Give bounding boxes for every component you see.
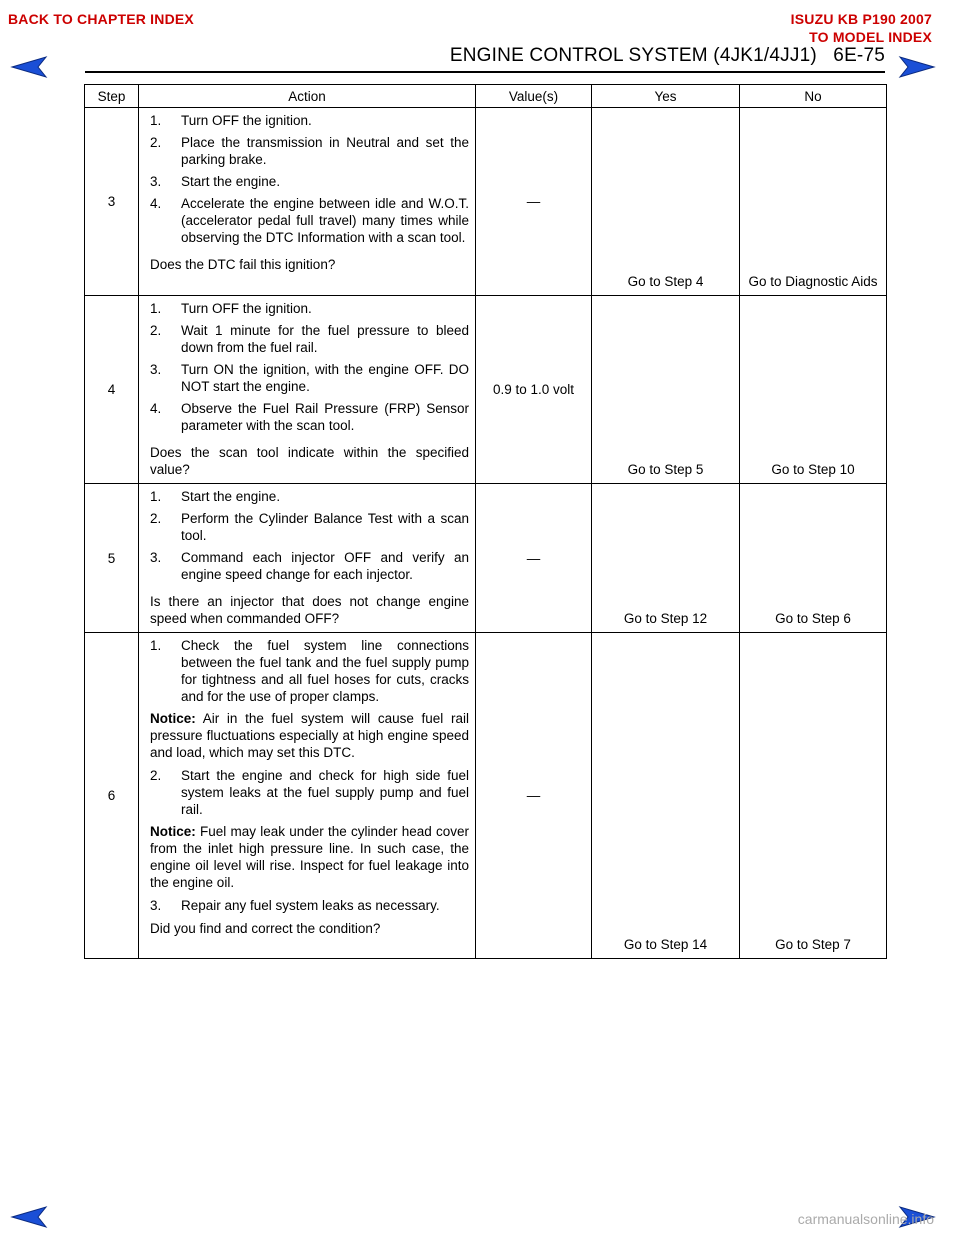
column-header-values: Value(s)	[476, 85, 592, 108]
no-cell: Go to Step 10	[740, 296, 887, 484]
action-question: Does the scan tool indicate within the specified value?	[150, 445, 469, 477]
model-title: ISUZU KB P190 2007	[790, 11, 932, 27]
action-cell	[139, 108, 476, 296]
action-question: Is there an injector that does not change engine speed when commanded OFF?	[150, 594, 469, 626]
step-number: 5	[85, 484, 139, 633]
no-cell: Go to Step 7	[740, 633, 887, 959]
list-item: 3. Turn ON the ignition, with the engine OFF. DO NOT start the engine.	[150, 362, 469, 394]
yes-cell: Go to Step 12	[592, 484, 740, 633]
step-number: 3	[85, 108, 139, 296]
list-item: 4. Accelerate the engine between idle and W.O.T. (accelerator pedal full travel) many times while observing the DTC Information with a scan tool.	[150, 196, 469, 245]
list-item: 1. Turn OFF the ignition.	[150, 301, 312, 316]
action-list	[150, 637, 469, 705]
yes-cell: Go to Step 5	[592, 296, 740, 484]
no-cell: Go to Diagnostic Aids	[740, 108, 887, 296]
list-item: 2. Perform the Cylinder Balance Test with a scan tool.	[150, 511, 469, 543]
value-cell: —	[476, 108, 592, 296]
value-cell: —	[476, 484, 592, 633]
table-row-step-5	[85, 484, 887, 633]
yes-cell: Go to Step 14	[592, 633, 740, 959]
action-question: Did you find and correct the condition?	[150, 921, 381, 936]
action-list	[150, 767, 469, 818]
table-row-step-6	[85, 633, 887, 959]
step-number: 4	[85, 296, 139, 484]
next-page-arrow-icon[interactable]	[898, 55, 936, 84]
action-list	[150, 112, 469, 246]
diagnostic-step-table	[84, 84, 887, 959]
previous-page-arrow-icon[interactable]	[10, 55, 48, 84]
list-item: 1. Turn OFF the ignition.	[150, 113, 312, 128]
table-header-row	[85, 85, 887, 108]
column-header-no: No	[740, 85, 887, 108]
notice-paragraph: Notice: Air in the fuel system will cause fuel rail pressure fluctuations especially at high engine speed and load, which may set this DTC.	[150, 711, 469, 760]
action-cell	[139, 296, 476, 484]
yes-cell: Go to Step 4	[592, 108, 740, 296]
list-item: 1. Check the fuel system line connections between the fuel tank and the fuel supply pump for tightness and all fuel hoses for cuts, cracks and for the use of proper clamps.	[150, 638, 469, 704]
list-item: 3. Command each injector OFF and verify an engine speed change for each injector.	[150, 550, 469, 582]
value-cell: —	[476, 633, 592, 959]
list-item: 2. Start the engine and check for high side fuel system leaks at the fuel supply pump and fuel rail.	[150, 768, 469, 817]
page-header-title: ENGINE CONTROL SYSTEM (4JK1/4JJ1) 6E-75	[449, 45, 885, 66]
list-item: 1. Start the engine.	[150, 489, 281, 504]
list-item: 4. Observe the Fuel Rail Pressure (FRP) Sensor parameter with the scan tool.	[150, 401, 469, 433]
action-list	[150, 488, 469, 583]
list-item: 2. Wait 1 minute for the fuel pressure to bleed down from the fuel rail.	[150, 323, 469, 355]
watermark-text: carmanualsonline.info	[797, 1211, 934, 1227]
column-header-step: Step	[85, 85, 139, 108]
no-cell: Go to Step 6	[740, 484, 887, 633]
list-item: 2. Place the transmission in Neutral and set the parking brake.	[150, 135, 469, 167]
action-list	[150, 897, 469, 914]
action-question: Does the DTC fail this ignition?	[150, 257, 336, 272]
step-number: 6	[85, 633, 139, 959]
table-row-step-4	[85, 296, 887, 484]
column-header-yes: Yes	[592, 85, 740, 108]
column-header-action: Action	[139, 85, 476, 108]
notice-paragraph: Notice: Fuel may leak under the cylinder head cover from the inlet high pressure line. In such case, the engine oil level will rise. Inspect for fuel leakage into the engine oil.	[150, 824, 469, 890]
action-cell	[139, 484, 476, 633]
list-item: 3. Repair any fuel system leaks as necessary.	[150, 898, 440, 913]
previous-page-arrow-icon[interactable]	[10, 1205, 48, 1234]
to-model-index-link[interactable]: TO MODEL INDEX	[809, 29, 932, 45]
table-row-step-3	[85, 108, 887, 296]
value-cell: 0.9 to 1.0 volt	[476, 296, 592, 484]
action-list	[150, 300, 469, 434]
back-to-chapter-index-link[interactable]: BACK TO CHAPTER INDEX	[8, 11, 194, 27]
list-item: 3. Start the engine.	[150, 174, 281, 189]
header-rule	[85, 71, 885, 73]
action-cell	[139, 633, 476, 959]
